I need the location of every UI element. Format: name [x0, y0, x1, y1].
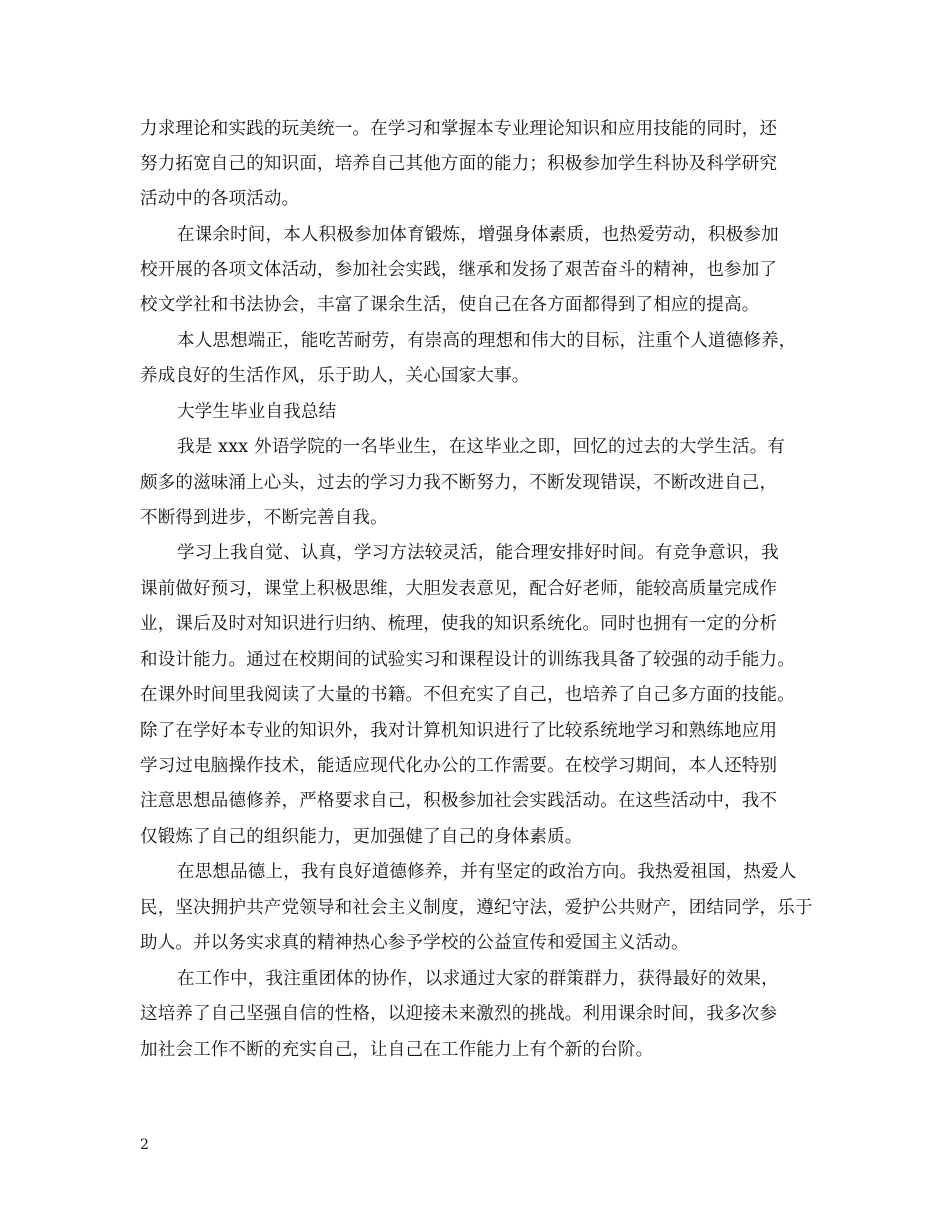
text-line: 校文学社和书法协会，丰富了课余生活，使自己在各方面都得到了相应的提高。: [140, 295, 760, 315]
text-line: 加社会工作不断的充实自己，让自己在工作能力上有个新的台阶。: [140, 1040, 654, 1060]
text-line: 努力拓宽自己的知识面，培养自己其他方面的能力；积极参加学生科协及科学研究: [140, 154, 778, 174]
text-line: 力求理论和实践的玩美统一。在学习和掌握本专业理论知识和应用技能的同时，还: [140, 119, 778, 139]
text-line: 助人。并以务实求真的精神热心参予学校的公益宣传和爱国主义活动。: [140, 933, 689, 953]
text-line: 业，课后及时对知识进行归纳、梳理，使我的知识系统化。同时也拥有一定的分析: [140, 614, 778, 634]
page-number: 2: [140, 1137, 149, 1153]
text-line: 学习过电脑操作技术，能适应现代化办公的工作需要。在校学习期间，本人还特别: [140, 756, 778, 776]
text-line: 学习上我自觉、认真，学习方法较灵活，能合理安排好时间。有竞争意识，我: [177, 543, 779, 563]
text-line: 和设计能力。通过在校期间的试验实习和课程设计的训练我具备了较强的动手能力。: [140, 650, 795, 670]
text-line: 这培养了自己坚强自信的性格，以迎接未来激烈的挑战。利用课余时间，我多次参: [140, 1004, 778, 1024]
text-line: 注意思想品德修养，严格要求自己，积极参加社会实践活动。在这些活动中，我不: [140, 791, 778, 811]
text-line: 在课外时间里我阅读了大量的书籍。不但充实了自己，也培养了自己多方面的技能。: [140, 685, 795, 705]
section-heading: 大学生毕业自我总结: [177, 402, 337, 422]
text-line: 我是 xxx 外语学院的一名毕业生，在这毕业之即，回忆的过去的大学生活。有: [177, 437, 786, 457]
text-line: 本人思想端正，能吃苦耐劳，有崇高的理想和伟大的目标，注重个人道德修养，: [177, 331, 797, 351]
text-line: 校开展的各项文体活动，参加社会实践，继承和发扬了艰苦奋斗的精神，也参加了: [140, 260, 778, 280]
text-line: 在工作中，我注重团体的协作，以求通过大家的群策群力，获得最好的效果，: [177, 969, 779, 989]
text-line: 颇多的滋味涌上心头，过去的学习力我不断努力，不断发现错误，不断改进自己，: [140, 473, 778, 493]
text-line: 在课余时间，本人积极参加体育锻炼，增强身体素质，也热爱劳动，积极参加: [177, 225, 779, 245]
text-line: 课前做好预习，课堂上积极思维，大胆发表意见，配合好老师，能较高质量完成作: [140, 579, 778, 599]
text-line: 不断得到进步，不断完善自我。: [140, 508, 388, 528]
text-line: 活动中的各项活动。: [140, 189, 300, 209]
text-line: 养成良好的生活作风，乐于助人，关心国家大事。: [140, 366, 530, 386]
text-line: 民，坚决拥护共产党领导和社会主义制度，遵纪守法，爱护公共财产，团结同学，乐于: [140, 898, 813, 918]
text-line: 仅锻炼了自己的组织能力，更加强健了自己的身体素质。: [140, 827, 583, 847]
text-line: 除了在学好本专业的知识外，我对计算机知识进行了比较系统地学习和熟练地应用: [140, 721, 778, 741]
text-line: 在思想品德上，我有良好道德修养，并有坚定的政治方向。我热爱祖国，热爱人: [177, 862, 797, 882]
